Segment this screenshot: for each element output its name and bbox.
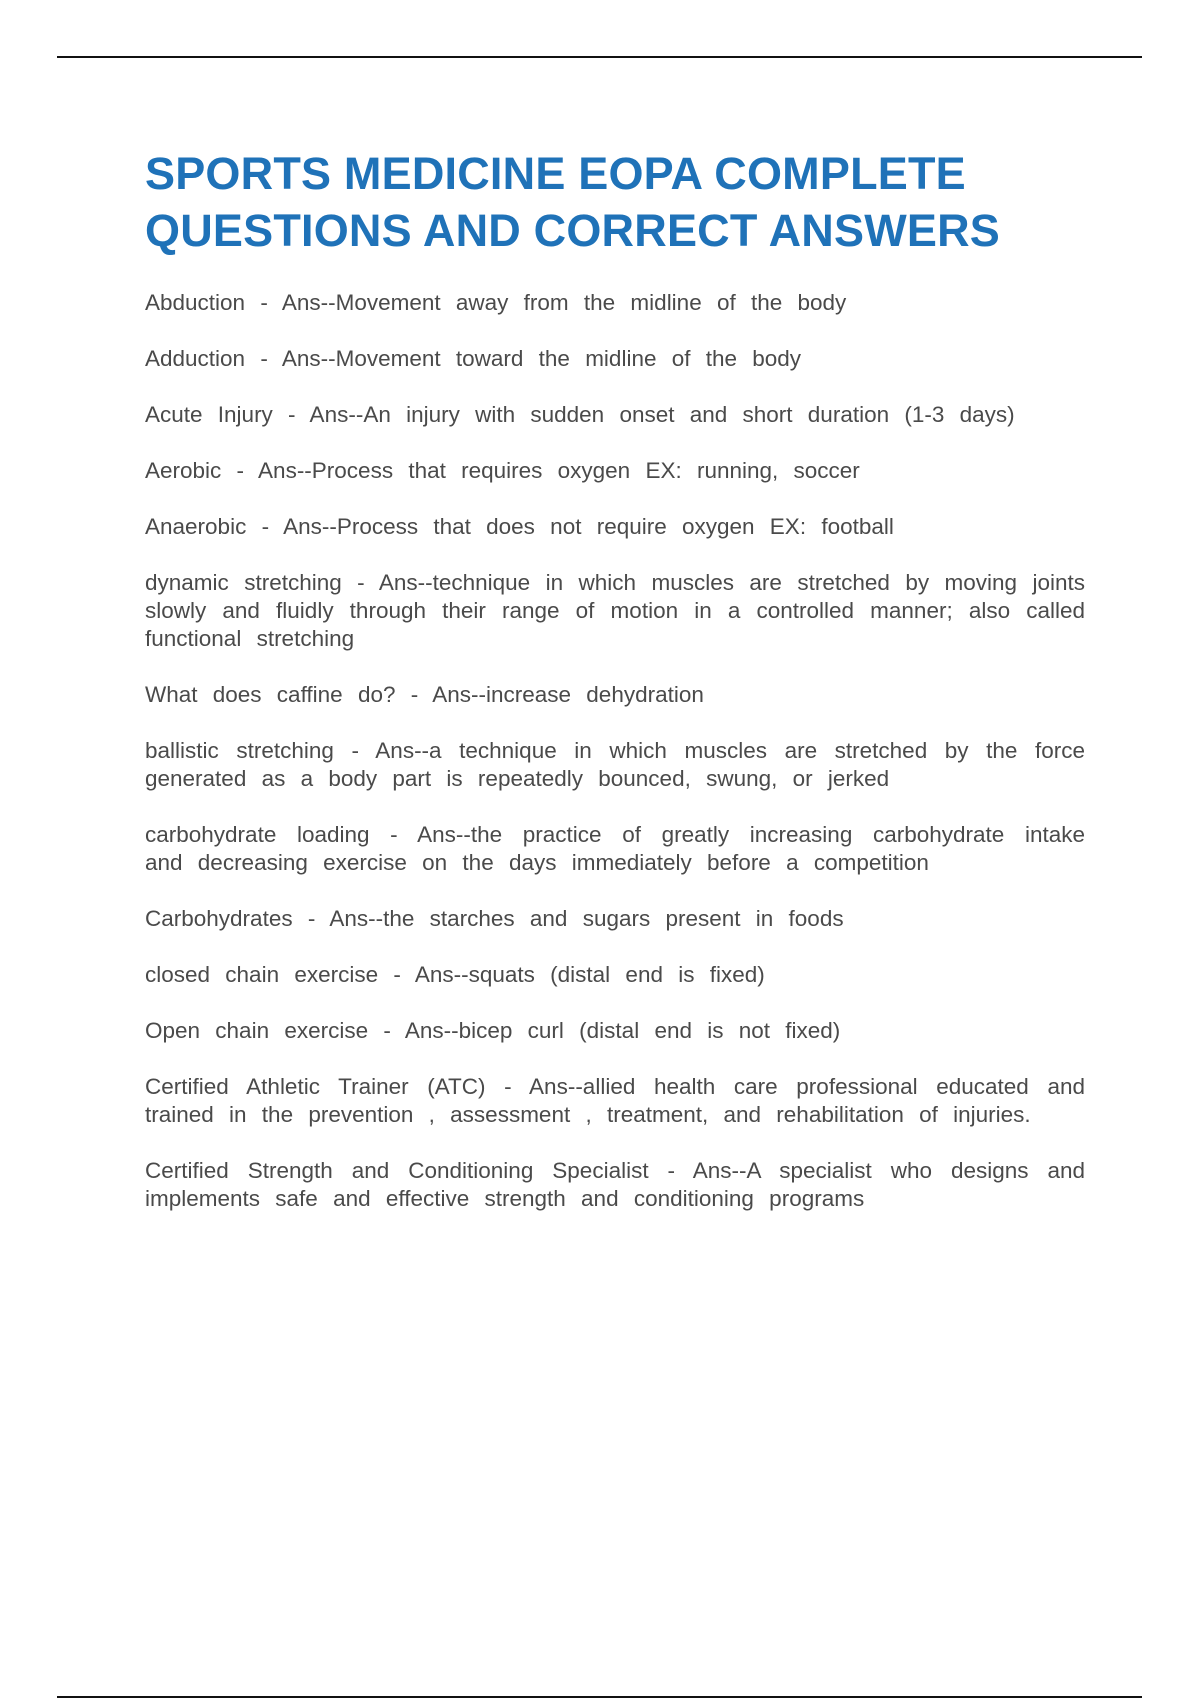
qa-entry: What does caffine do? - Ans--increase dehydration [145,682,704,707]
qa-entry: Open chain exercise - Ans--bicep curl (distal end is not fixed) [145,1018,841,1043]
qa-entry: dynamic stretching - Ans--technique in which muscles are stretched by moving joints slowly and fluidly through their range of motion in a controlled manner; also called functional stretching [145,570,1085,651]
qa-entry: Certified Athletic Trainer (ATC) - Ans--allied health care professional educated and trained in the prevention , assessment , treatment, and rehabilitation of injuries. [145,1074,1085,1127]
qa-entry: Abduction - Ans--Movement away from the midline of the body [145,290,847,315]
qa-entry: Acute Injury - Ans--An injury with sudden onset and short duration (1-3 days) [145,402,1015,427]
qa-entry: Carbohydrates - Ans--the starches and sugars present in foods [145,906,844,931]
qa-entry: ballistic stretching - Ans--a technique in which muscles are stretched by the force generated as a body part is repeatedly bounced, swung, or jerked [145,738,1085,791]
document-title: SPORTS MEDICINE EOPA COMPLETE QUESTIONS AND CORRECT ANSWERS [145,148,1000,256]
qa-entry: Adduction - Ans--Movement toward the midline of the body [145,346,802,371]
page-content [145,145,1085,1241]
qa-entry: carbohydrate loading - Ans--the practice of greatly increasing carbohydrate intake and decreasing exercise on the days immediately before a competition [145,822,1085,875]
qa-entry: closed chain exercise - Ans--squats (distal end is fixed) [145,962,765,987]
qa-list [145,289,1085,1213]
header-rule [57,56,1142,58]
qa-entry: Aerobic - Ans--Process that requires oxygen EX: running, soccer [145,458,860,483]
qa-entry: Certified Strength and Conditioning Specialist - Ans--A specialist who designs and implements safe and effective strength and conditioning programs [145,1158,1085,1211]
footer-rule [57,1696,1142,1698]
qa-entry: Anaerobic - Ans--Process that does not require oxygen EX: football [145,514,894,539]
